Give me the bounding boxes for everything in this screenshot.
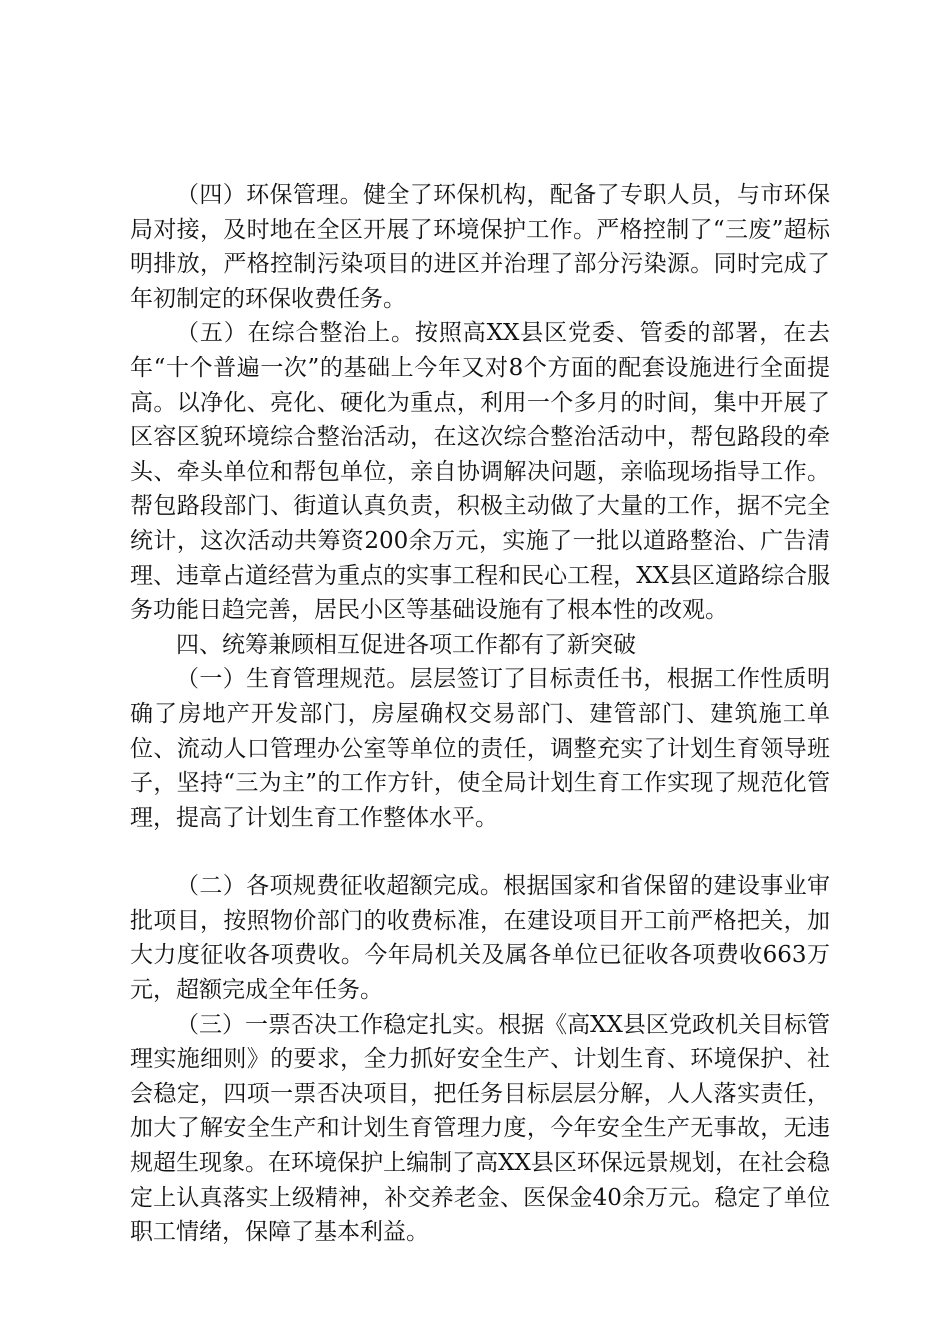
document-body <box>130 178 830 1250</box>
section-heading-four: 四、统筹兼顾相互促进各项工作都有了新突破 <box>176 631 636 658</box>
paragraph-fee-collection: （二）各项规费征收超额完成。根据国家和省保留的建设事业审批项目，按照物价部门的收费标准，在建设项目开工前严格把关，加大力度征收各项费收。今年局机关及属各单位已征收各项费收663万元，超额完成全年任务。 <box>130 873 830 1004</box>
paragraph-one-vote-veto: （三）一票否决工作稳定扎实。根据《高XX县区党政机关目标管理实施细则》的要求，全力抓好安全生产、计划生育、环境保护、社会稳定，四项一票否决项目，把任务目标层层分解，人人落实责任，加大了解安全生产和计划生育管理力度，今年安全生产无事故，无违规超生现象。在环境保护上编制了高XX县区环保远景规划，在社会稳定上认真落实上级精神，补交养老金、医保金40余万元。稳定了单位职工情绪，保障了基本利益。 <box>130 1011 830 1246</box>
paragraph-comprehensive-rectification: （五）在综合整治上。按照高XX县区党委、管委的部署，在去年“十个普遍一次”的基础上今年又对8个方面的配套设施进行全面提高。以净化、亮化、硬化为重点，利用一个多月的时间，集中开展了区容区貌环境综合整治活动，在这次综合整治活动中，帮包路段的牵头、牵头单位和帮包单位，亲自协调解决问题，亲临现场指导工作。帮包路段部门、街道认真负责，积极主动做了大量的工作，据不完全统计，这次活动共筹资200余万元，实施了一批以道路整治、广告清理、违章占道经营为重点的实事工程和民心工程，XX县区道路综合服务功能日趋完善，居民小区等基础设施有了根本性的改观。 <box>130 320 830 624</box>
paragraph-environmental-management: （四）环保管理。健全了环保机构，配备了专职人员，与市环保局对接，及时地在全区开展了环境保护工作。严格控制了“三废”超标明排放，严格控制污染项目的进区并治理了部分污染源。同时完成了年初制定的环保收费任务。 <box>130 182 830 312</box>
paragraph-family-planning: （一）生育管理规范。层层签订了目标责任书，根据工作性质明确了房地产开发部门，房屋确权交易部门、建管部门、建筑施工单位、流动人口管理办公室等单位的责任，调整充实了计划生育领导班子，坚持“三为主”的工作方针，使全局计划生育工作实现了规范化管理，提高了计划生育工作整体水平。 <box>130 666 830 831</box>
